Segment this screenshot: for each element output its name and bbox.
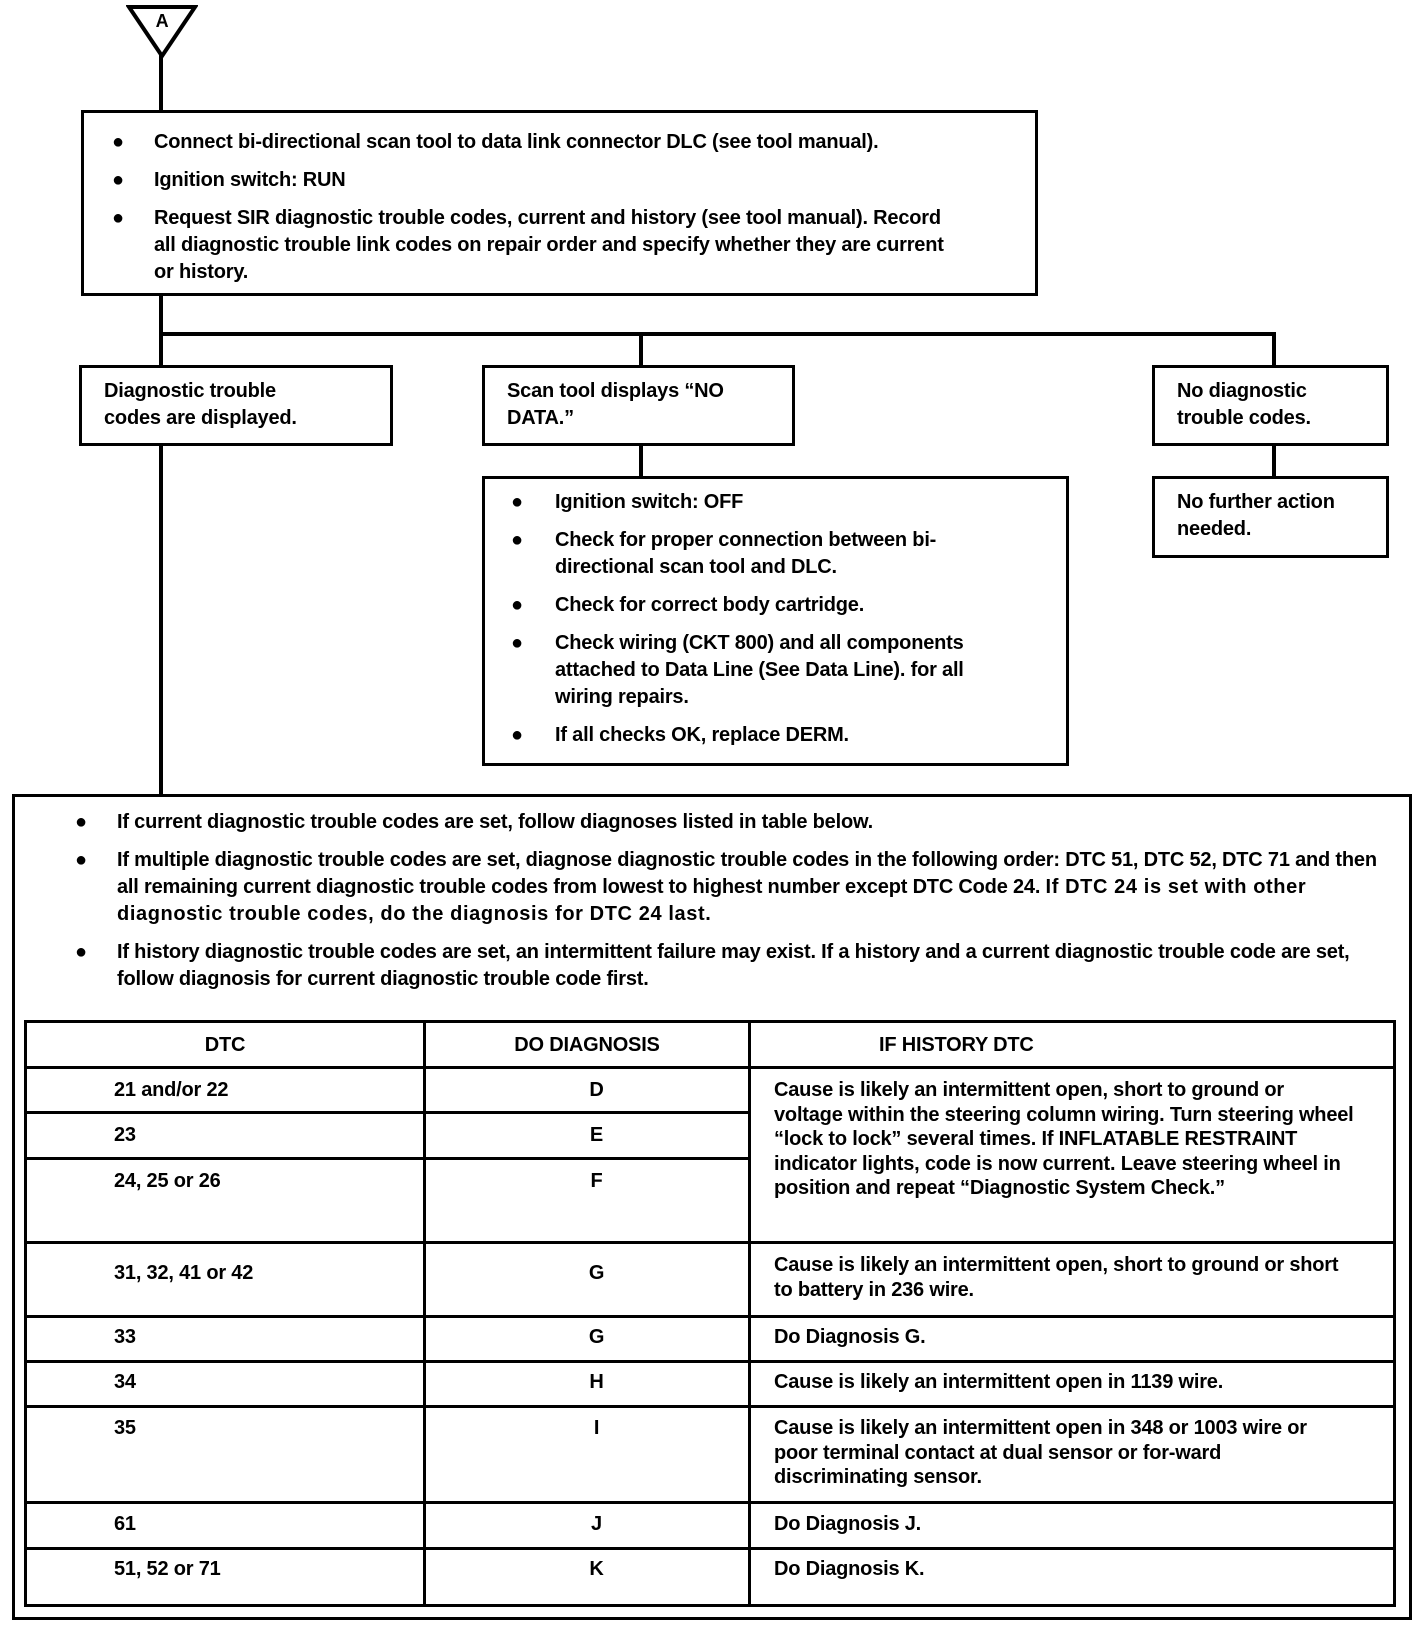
table-divider [27,1111,749,1114]
table-divider [27,1547,1393,1550]
bullet-icon: ● [112,207,124,229]
list-item: ● Check for proper connection between bi-directional scan tool and DLC. [511,529,937,578]
table-cell-dtc: 31, 32, 41 or 42 [114,1262,254,1284]
table-cell-history: Do Diagnosis K. [774,1558,925,1580]
table-cell-history: Do Diagnosis G. [774,1326,926,1348]
table-divider [27,1315,1393,1318]
start-connector-label: A [155,11,169,31]
header-if-history: IF HISTORY DTC [879,1034,1034,1056]
header-do-diagnosis: DO DIAGNOSIS [514,1034,660,1056]
list-item: ● Ignition switch: OFF [493,489,1056,516]
bullet-icon: ● [511,632,523,654]
bullet-icon: ● [112,131,124,153]
table-divider [27,1241,1393,1244]
connector-line [159,294,163,367]
list-item: ● Request SIR diagnostic trouble codes, current and history (see tool manual). Record all diagnostic trouble link codes on repair order and specify whether they are current or history. [112,207,944,283]
header-dtc: DTC [204,1034,246,1056]
bullet-icon: ● [75,811,87,833]
table-cell-history: Cause is likely an intermittent open, short to ground or short to battery in 236 wire. [774,1254,1339,1301]
connector-line [159,444,163,796]
table-divider [27,1360,1393,1363]
table-cell-dtc: 33 [114,1326,136,1348]
table-cell-dtc: 35 [114,1417,136,1439]
table-cell-diagnosis: H [589,1371,604,1393]
step1-box [81,110,1038,296]
connector-line [639,444,643,478]
dtc-table [24,1020,1396,1607]
table-cell-diagnosis: K [589,1558,604,1580]
no-data-steps-box [482,476,1069,766]
table-cell-diagnosis: D [589,1079,604,1101]
connector-line [159,332,1276,336]
bullet-icon: ● [511,529,523,551]
bullet-icon: ● [75,941,87,963]
table-divider [27,1157,749,1160]
table-cell-history: Cause is likely an intermittent open in 348 or 1003 wire or poor terminal contact at dual sensor or for-ward discriminating sensor. [774,1417,1307,1488]
bullet-icon: ● [511,724,523,746]
table-cell-history: Do Diagnosis J. [774,1513,922,1535]
branch-no-data-box: Scan tool displays “NO DATA.” [482,365,795,446]
table-cell-history: Cause is likely an intermittent open, short to ground or voltage within the steering column wiring. Turn steering wheel “lock to lock” several times. If INFLATABLE RESTRAINT indicator lights, code is now current. Leave steering wheel in position and repeat “Diagnostic System Check.” [774,1079,1354,1199]
connector-line [1272,444,1276,478]
list-item: ● If multiple diagnostic trouble codes are set, diagnose diagnostic trouble codes in the following order: DTC 51, DTC 52, DTC 71 and then all remaining current diagnostic trouble codes from lowest to highest number except DTC Code 24. If DTC 24 is set with other diagnostic trouble codes, do the diagnosis for DTC 24 last. [75,849,1377,925]
table-cell-diagnosis: G [588,1326,605,1348]
bullet-icon: ● [511,594,523,616]
list-item: ● Connect bi-directional scan tool to data link connector DLC (see tool manual). [94,129,1025,156]
bullet-icon: ● [112,169,124,191]
table-cell-diagnosis: J [591,1513,602,1535]
table-cell-dtc: 24, 25 or 26 [114,1170,221,1192]
list-item: ● Check wiring (CKT 800) and all components attached to Data Line (See Data Line). for all wiring repairs. [511,632,964,708]
table-divider [27,1405,1393,1408]
table-cell-history: Cause is likely an intermittent open in 1139 wire. [774,1371,1224,1393]
no-further-action-box: No further action needed. [1152,476,1389,558]
connector-line [639,332,643,367]
table-divider [27,1066,1393,1069]
table-cell-dtc: 21 and/or 22 [114,1079,229,1101]
connector-line [1272,332,1276,367]
step1-list [94,129,1025,286]
instructions-list [45,809,1379,993]
bullet-icon: ● [511,491,523,513]
no-data-steps-list [493,489,1056,749]
list-item: ● Ignition switch: RUN [94,167,1025,194]
table-cell-dtc: 61 [114,1513,136,1535]
connector-line [159,55,163,112]
list-item: ● If history diagnostic trouble codes are set, an intermittent failure may exist. If a history and a current diagnostic trouble code are set, follow diagnosis for current diagnostic trouble code first. [75,941,1350,990]
table-cell-dtc: 23 [114,1124,136,1146]
table-cell-dtc: 34 [114,1371,136,1393]
list-item: ● Check for correct body cartridge. [493,592,1056,619]
list-item: ● If all checks OK, replace DERM. [493,722,1056,749]
table-cell-diagnosis: I [593,1417,600,1439]
bullet-icon: ● [75,849,87,871]
table-cell-diagnosis: F [590,1170,603,1192]
list-item: ● If current diagnostic trouble codes are set, follow diagnoses listed in table below. [45,809,1379,836]
table-cell-diagnosis: E [589,1124,604,1146]
branch-codes-displayed-box: Diagnostic trouble codes are displayed. [79,365,393,446]
table-cell-dtc: 51, 52 or 71 [114,1558,221,1580]
branch-no-codes-box: No diagnostic trouble codes. [1152,365,1389,446]
table-cell-diagnosis: G [588,1262,605,1284]
table-divider [27,1501,1393,1504]
